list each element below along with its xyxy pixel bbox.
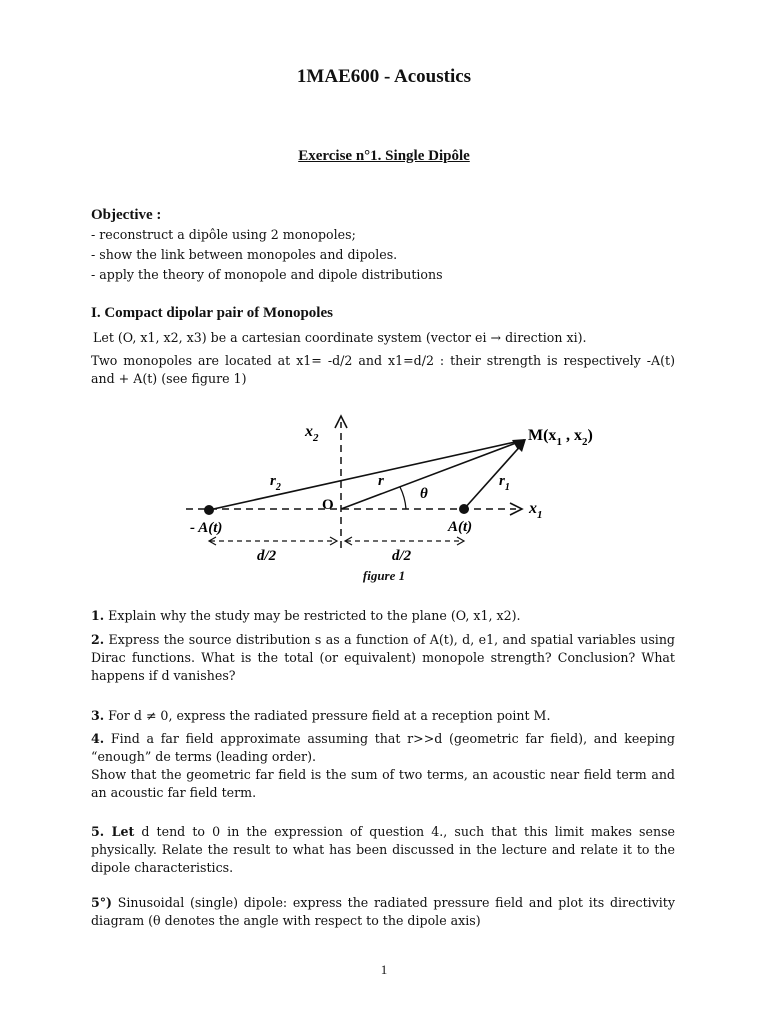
- point-m-label: $M(x_1$ , $x_2$): [528, 427, 593, 448]
- exercise-title: Exercise n°1. Single Dipôle: [298, 148, 470, 164]
- objective-heading: Objective :: [91, 207, 162, 223]
- r-label: r: [378, 473, 384, 489]
- right-monopole: [459, 504, 469, 514]
- question-5-sinusoidal: 5°) Sinusoidal (single) dipole: express the radiated pressure field and plot its directivity diagram (θ denotes the angle with respect to the dipole axis): [91, 895, 675, 928]
- origin-label: O: [322, 497, 334, 513]
- theta-label: θ: [420, 486, 428, 502]
- question-4: 4. Find a far field approximate assuming that r>>d (geometric far field), and keeping “enough” de terms (leading order).: [91, 731, 675, 764]
- section-heading: I. Compact dipolar pair of Monopoles: [91, 305, 333, 321]
- r2-label: $r_2$: [270, 473, 281, 493]
- figure-caption: figure 1: [362, 568, 406, 583]
- x2-label: $x_2$: [305, 423, 319, 444]
- objective-item-3: - apply the theory of monopole and dipole distributions: [91, 267, 443, 282]
- objective-item-2: - show the link between monopoles and dipoles.: [91, 247, 398, 262]
- right-source-label: A(t): [448, 519, 473, 535]
- r1-label: $r_1$: [499, 473, 510, 493]
- question-3: 3. For d ≠ 0, express the radiated pressure field at a reception point M.: [91, 708, 551, 723]
- right-distance-label: d/2: [392, 548, 412, 564]
- section-paragraph-1: Let (O, x1, x2, x3) be a cartesian coordinate system (vector ei → direction xi).: [93, 330, 587, 345]
- question-2: 2. Express the source distribution s as a function of A(t), d, e1, and spatial variables using Dirac functions. What is the total (or equivalent) monopole strength? Conclusion? What happens if d vanishes?: [91, 632, 675, 683]
- left-source-label: - A(t): [190, 520, 223, 536]
- question-1: 1. Explain why the study may be restricted to the plane (O, x1, x2).: [91, 608, 521, 623]
- dipole-figure: [180, 408, 600, 568]
- x1-label: $x_1$: [529, 500, 543, 521]
- section-paragraph-2: Two monopoles are located at x1= -d/2 and x1=d/2 : their strength is respectively -A(t) and + A(t) (see figure 1): [91, 353, 675, 386]
- question-5: 5. Let d tend to 0 in the expression of question 4., such that this limit makes sense physically. Relate the result to what has been discussed in the lecture and relate it to the dipole characteristics.: [91, 824, 675, 875]
- objective-item-1: - reconstruct a dipôle using 2 monopoles;: [91, 227, 356, 242]
- page-number: 1: [380, 962, 388, 977]
- left-distance-label: d/2: [257, 548, 277, 564]
- question-4-followup: Show that the geometric far field is the sum of two terms, an acoustic near field term and an acoustic far field term.: [91, 767, 675, 800]
- left-monopole: [204, 505, 214, 515]
- page-title: 1MAE600 - Acoustics: [296, 66, 472, 87]
- theta-arc: [400, 487, 406, 509]
